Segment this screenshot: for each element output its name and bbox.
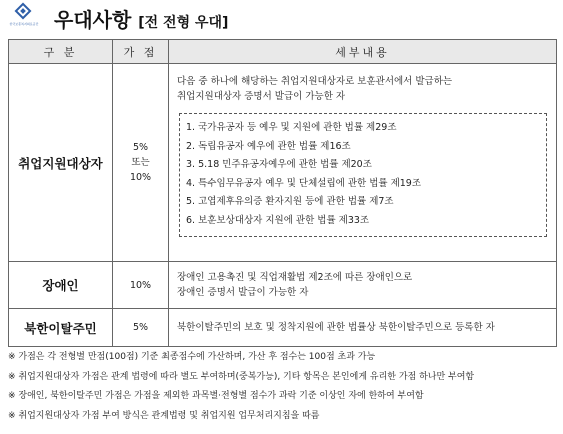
organization-logo <box>4 4 44 30</box>
detail-line: 북한이탈주민의 보호 및 정착지원에 관한 법률상 북한이탈주민으로 등록한 자 <box>177 322 495 333</box>
points-line: 10% <box>129 172 152 183</box>
table-header-row <box>9 40 557 64</box>
column-header-points: 가 점 <box>113 40 169 64</box>
detail-line: 다음 중 하나에 해당하는 취업지원대상자로 보훈관서에서 발급하는 <box>177 76 453 87</box>
details-cell <box>169 64 557 262</box>
table-row <box>9 262 557 309</box>
points-line: 5% <box>132 142 149 153</box>
note-item: ※ 장애인, 북한이탈주민 가점은 가점을 제외한 과목별·전형별 점수가 과락 기준 이상인 자에 한하여 부여함 <box>8 391 424 401</box>
column-header-details: 세부내용 <box>169 40 557 64</box>
law-item: 5. 고엽제후유의증 환자지원 등에 관한 법률 제7조 <box>186 196 394 207</box>
details-cell <box>169 309 557 347</box>
detail-line: 장애인 증명서 발급이 가능한 자 <box>177 287 309 298</box>
note-item: ※ 취업지원대상자 가점 부여 방식은 관계법령 및 취업지원 업무처리지침을 따름 <box>8 410 320 421</box>
category-cell: 장애인 <box>9 262 113 309</box>
page-title <box>54 4 228 33</box>
title-subtitle: [전 전형 우대] <box>138 15 229 31</box>
note-item: ※ 가점은 각 전형별 만점(100점) 기준 최종점수에 가산하며, 가산 후 점수는 100점 초과 가능 <box>8 352 376 362</box>
law-item: 6. 보훈보상대상자 지원에 관한 법률 제33조 <box>186 214 370 226</box>
category-cell: 북한이탈주민 <box>9 309 113 347</box>
title-main: 우대사항 <box>54 8 132 32</box>
law-item: 3. 5.18 민주유공자예우에 관한 법률 제20조 <box>186 159 372 170</box>
logo-text: 한국보훈복지의료공단 <box>9 22 39 26</box>
detail-line: 취업지원대상자 증명서 발급이 가능한 자 <box>177 91 346 102</box>
column-header-category: 구 분 <box>9 40 113 64</box>
law-item: 1. 국가유공자 등 예우 및 지원에 관한 법률 제29조 <box>186 122 397 133</box>
preference-table <box>8 39 557 347</box>
notes-section <box>8 348 560 426</box>
law-item: 4. 특수임무유공자 예우 및 단체설립에 관한 법률 제19조 <box>186 177 422 189</box>
law-item: 2. 독립유공자 예우에 관한 법률 제16조 <box>186 140 351 152</box>
points-cell <box>113 64 169 262</box>
category-cell: 취업지원대상자 <box>9 64 113 262</box>
law-list-box <box>179 113 547 237</box>
logo-diamond-icon <box>15 3 32 20</box>
points-cell: 5% <box>113 309 169 347</box>
details-cell <box>169 262 557 309</box>
note-item: ※ 취업지원대상자 가점은 관계 법령에 따라 별도 부여하며(중복가능), 기타 항목은 본인에게 유리한 가점 하나만 부여함 <box>8 371 475 382</box>
table-row <box>9 64 557 262</box>
points-line: 또는 <box>131 157 150 168</box>
points-cell: 10% <box>113 262 169 309</box>
detail-line: 장애인 고용촉진 및 직업재활법 제2조에 따른 장애인으로 <box>177 272 413 283</box>
header <box>4 4 559 34</box>
table-row <box>9 309 557 347</box>
